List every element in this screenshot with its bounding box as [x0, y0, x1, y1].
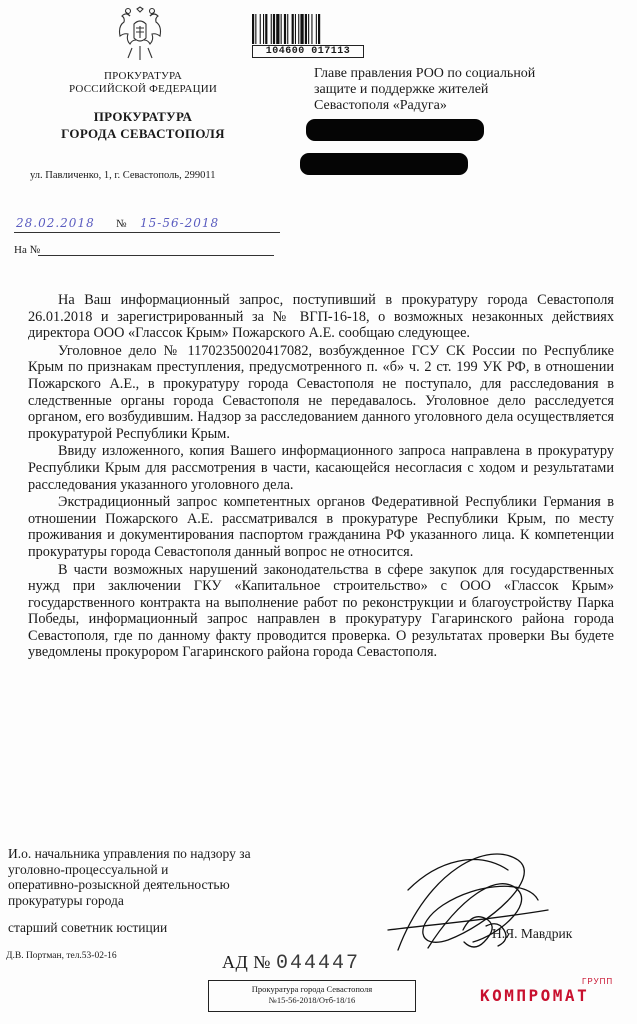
stamp-line-2: №15-56-2018/Отб-18/16 — [268, 995, 356, 1005]
signatory-title-line: прокуратуры города — [8, 892, 124, 908]
org-line-2: РОССИЙСКОЙ ФЕДЕРАЦИИ — [68, 83, 218, 95]
header-office — [48, 108, 238, 142]
barcode-bar — [281, 14, 282, 44]
barcode-icon — [252, 14, 364, 44]
barcode-bar — [252, 14, 254, 44]
barcode-bar — [318, 14, 320, 44]
body-paragraph: На Ваш информационный запрос, поступивший в прокуратуру города Севастополя 26.01.2018 и зарегистрированный за № ВГП-16-18, о возможных незаконных действиях директора ООО «Глассок Крым» Пожарского А.Е. сообщаю следующее. — [28, 292, 614, 342]
barcode-bar — [260, 14, 261, 44]
recipient-line-3: Севастополя «Радуга» — [314, 98, 447, 113]
letter-body — [28, 292, 614, 661]
date-number-line — [14, 216, 284, 236]
ad-prefix: АД № — [222, 952, 271, 972]
barcode-bar — [292, 14, 294, 44]
signatory-name: Н.Я. Мавдрик — [492, 926, 573, 941]
barcode-bar — [311, 14, 312, 44]
office-address: ул. Павличенко, 1, г. Севастополь, 299011 — [30, 170, 216, 181]
office-line-1: ПРОКУРАТУРА — [93, 109, 193, 124]
signatory-title-line: оперативно-розыскной деятельностью — [8, 877, 230, 892]
handwritten-reg-number: 15-56-2018 — [140, 216, 220, 230]
signatory-title-line: уголовно-процессуальной и — [8, 861, 169, 877]
registration-stamp — [208, 980, 416, 1012]
watermark-sup: ГРУПП — [582, 977, 614, 986]
barcode-bar — [308, 14, 309, 44]
stamp-line-1: Прокуратура города Севастополя — [251, 984, 373, 994]
barcode-bar — [265, 14, 267, 44]
date-underline — [14, 232, 280, 233]
barcode-bar — [255, 14, 256, 44]
body-paragraph: Ввиду изложенного, копия Вашего информационного запроса направлена в прокуратуру Республики Крым для рассмотрения в части, касающейся несогласия с ходом и результатами расследования указанного уголовного дела. — [28, 443, 614, 493]
recipient-block — [314, 66, 614, 114]
signatory-title — [8, 846, 308, 908]
handwritten-signature-icon — [368, 830, 558, 970]
ad-serial-number — [222, 952, 360, 975]
signatory-title-line: И.о. начальника управления по надзору за — [8, 846, 251, 861]
barcode-number: 104600 017113 — [252, 45, 364, 58]
barcode-bar — [271, 14, 272, 44]
redaction-bar — [306, 119, 484, 141]
redaction-bar — [300, 153, 468, 175]
reference-line — [14, 244, 284, 256]
executor-contact: Д.В. Портман, тел.53-02-16 — [6, 951, 117, 961]
ref-label: На № — [14, 244, 41, 256]
barcode-bar — [284, 14, 286, 44]
header-organization — [58, 70, 228, 96]
barcode-bar — [316, 14, 317, 44]
number-label: № — [116, 218, 128, 230]
org-line-1: ПРОКУРАТУРА — [103, 70, 183, 82]
body-paragraph: Уголовное дело № 11702350020417082, возбужденное ГСУ СК России по Республике Крым по признакам преступления, предусмотренного п. «б» ч. 2 ст. 199 УК РФ, в отношении Пожарского А.Е., в прокуратуру города Севастополя не поступало, для расследования в следственные органы города Севастополя не передавалось. Уголовное дело расследуется органом, его возбудившим. Надзор за расследованием данного уголовного дела осуществляется прокуратурой Республики Крым. — [28, 342, 614, 442]
barcode-bar — [298, 14, 299, 44]
barcode-bar — [287, 14, 288, 44]
signatory-rank: старший советник юстиции — [8, 920, 168, 935]
barcode-bar — [263, 14, 264, 44]
barcode-bar — [276, 14, 279, 44]
body-paragraph: В части возможных нарушений законодательства в сфере закупок для государственных нужд при заключении ГКУ «Капитальное строительство» с ООО «Глассок Крым» государственного контракта на выполнение работ по реконструкции и благоустройству Парка Победы, информационный запрос направлен в прокуратуру Гагаринского района города Севастополя, где по данному факту проводится проверка. О результатах проверки Вы будете уведомлены прокурором Гагаринского района города Севастополя. — [28, 561, 614, 661]
barcode-bar — [273, 14, 275, 44]
handwritten-date: 28.02.2018 — [16, 216, 95, 230]
office-line-2: ГОРОДА СЕВАСТОПОЛЯ — [61, 126, 225, 141]
recipient-line-1: Главе правления РОО по социальной — [314, 66, 536, 81]
ref-underline — [38, 255, 274, 256]
barcode-bar — [305, 14, 307, 44]
watermark-logo: КОМПРОМАТ — [480, 986, 590, 1005]
barcode-bar — [295, 14, 296, 44]
recipient-line-2: защите и поддержке жителей — [314, 82, 489, 97]
coat-of-arms-icon — [116, 6, 164, 62]
body-paragraph: Экстрадиционный запрос компетентных органов Федеративной Республики Германия в отношении Пожарского А.Е. рассматривался в прокуратуре Республики Крым, по месту проживания и документирования паспортом гражданина РФ указанного лица. К компетенции прокуратуры города Севастополя данный вопрос не относится. — [28, 494, 614, 560]
ad-digits: 044447 — [275, 952, 360, 975]
barcode-bar — [300, 14, 303, 44]
